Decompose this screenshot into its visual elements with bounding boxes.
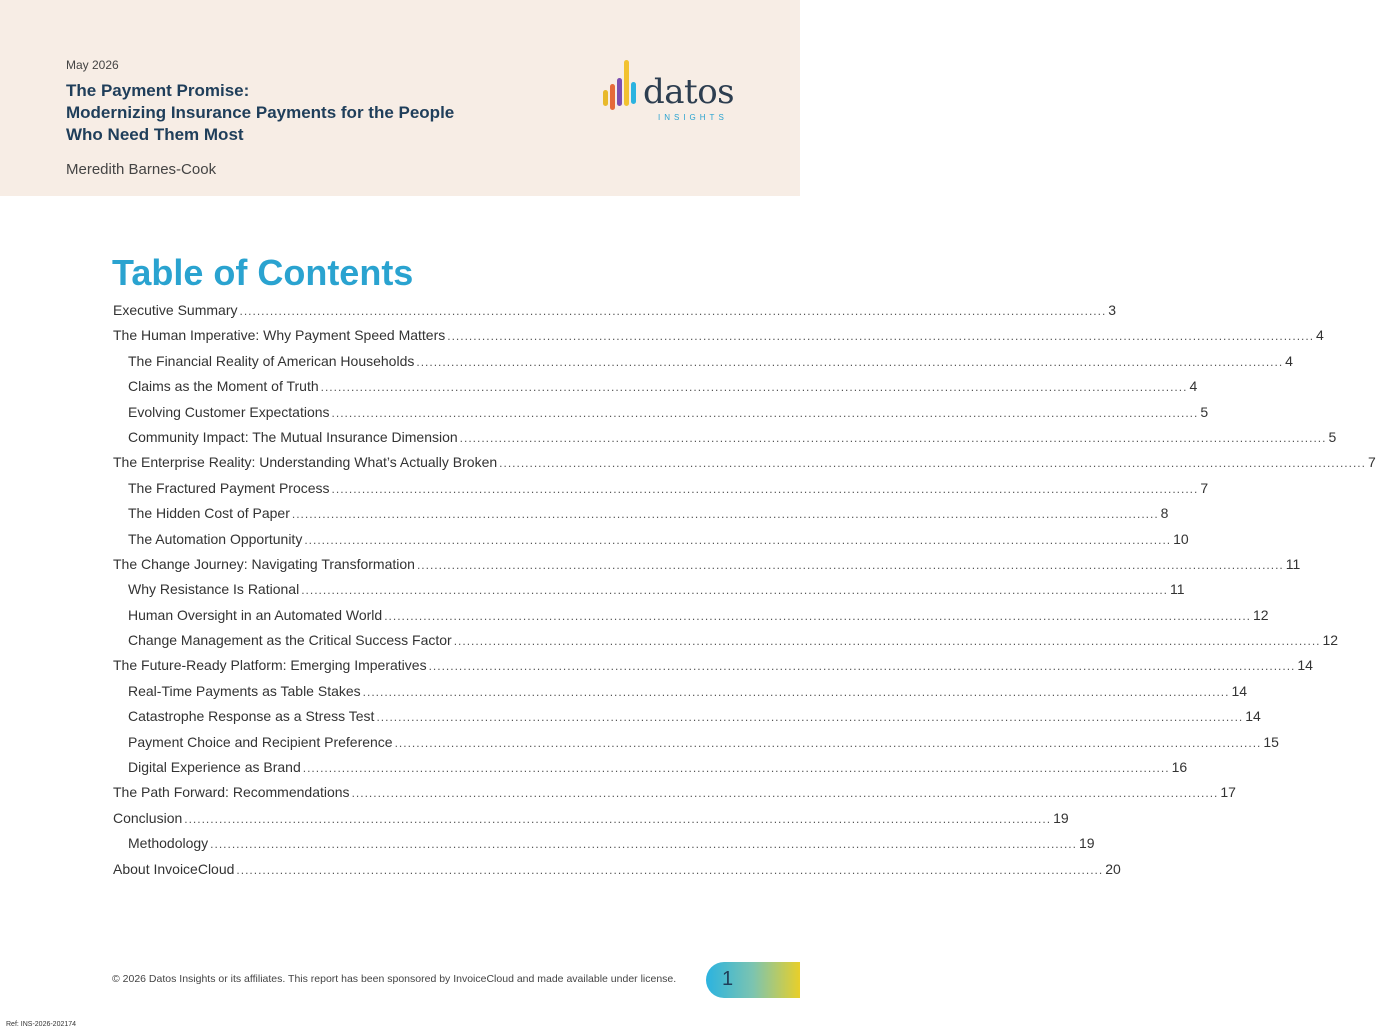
toc-entry[interactable] — [113, 555, 1301, 581]
toc-entry-page: 8 — [1160, 505, 1169, 522]
footer-copyright: © 2026 Datos Insights or its affiliates. This report has been sponsored by InvoiceCloud and made available under license. — [112, 973, 677, 985]
report-title-line: Modernizing Insurance Payments for the People — [66, 103, 455, 122]
toc-entry-page: 16 — [1171, 759, 1188, 776]
toc-list — [113, 302, 1376, 886]
toc-entry-title: Digital Experience as Brand — [128, 759, 301, 776]
toc-entry[interactable] — [113, 809, 1069, 835]
toc-entry-page: 15 — [1263, 733, 1279, 750]
toc-entry[interactable] — [113, 479, 1209, 505]
toc-entry-page: 10 — [1173, 530, 1189, 547]
toc-entry-title: Payment Choice and Recipient Preference — [128, 733, 393, 750]
toc-entry-page: 4 — [1189, 378, 1198, 395]
logo-bars-icon — [600, 58, 640, 118]
toc-entry[interactable] — [113, 454, 1376, 479]
toc-entry-title: The Automation Opportunity — [128, 530, 303, 547]
toc-leader-dots: ........................................................................................................................................................................................................ — [239, 304, 1107, 318]
toc-entry-page: 11 — [1285, 555, 1301, 572]
toc-leader-dots: ........................................................................................................................................................................................................ — [184, 811, 1052, 826]
toc-leader-dots: ........................................................................................................................................................................................................ — [304, 532, 1172, 547]
toc-entry-title: The Fractured Payment Process — [128, 479, 330, 496]
toc-entry[interactable] — [113, 352, 1293, 378]
toc-leader-dots: ........................................................................................................................................................................................................ — [384, 608, 1251, 623]
page-number: 1 — [722, 968, 734, 990]
toc-entry-page: 12 — [1253, 606, 1269, 623]
toc-entry-page: 3 — [1108, 302, 1117, 318]
toc-entry-page: 7 — [1200, 479, 1209, 496]
toc-entry-title: The Financial Reality of American Households — [128, 352, 415, 369]
toc-leader-dots: ........................................................................................................................................................................................................ — [301, 583, 1168, 598]
toc-entry-page: 4 — [1285, 352, 1293, 369]
toc-entry-title: The Future-Ready Platform: Emerging Imperatives — [113, 657, 427, 674]
toc-entry-title: Why Resistance Is Rational — [128, 581, 300, 598]
toc-leader-dots: ........................................................................................................................................................................................................ — [459, 430, 1327, 445]
toc-leader-dots: ........................................................................................................................................................................................................ — [394, 735, 1262, 750]
toc-leader-dots: ........................................................................................................................................................................................................ — [331, 481, 1199, 496]
toc-entry-page: 19 — [1078, 835, 1095, 852]
datos-insights-logo — [600, 58, 760, 128]
toc-entry-title: The Hidden Cost of Paper — [128, 505, 290, 522]
toc-entry-page: 14 — [1231, 682, 1248, 699]
toc-leader-dots: ........................................................................................................................................................................................................ — [416, 354, 1284, 369]
toc-leader-dots: ........................................................................................................................................................................................................ — [302, 761, 1170, 776]
toc-entry-title: The Change Journey: Navigating Transformation — [113, 555, 415, 572]
toc-entry[interactable] — [113, 505, 1169, 530]
toc-entry-title: The Human Imperative: Why Payment Speed Matters — [113, 327, 446, 344]
toc-entry-page: 5 — [1200, 403, 1209, 420]
toc-leader-dots: ........................................................................................................................................................................................................ — [447, 329, 1315, 344]
toc-entry-page: 14 — [1297, 657, 1313, 674]
toc-entry-page: 19 — [1053, 809, 1069, 826]
toc-entry[interactable] — [113, 606, 1269, 632]
toc-leader-dots: ........................................................................................................................................................................................................ — [291, 507, 1159, 522]
toc-entry-title: Evolving Customer Expectations — [128, 403, 330, 420]
toc-entry-title: Claims as the Moment of Truth — [128, 378, 319, 395]
toc-entry-title: The Path Forward: Recommendations — [113, 784, 350, 801]
toc-entry[interactable] — [113, 327, 1324, 352]
report-title-line: Who Need Them Most — [66, 125, 244, 144]
toc-entry-page: 12 — [1322, 632, 1339, 649]
report-title — [66, 80, 506, 146]
toc-entry-page: 5 — [1328, 428, 1337, 445]
toc-entry-page: 4 — [1316, 327, 1324, 344]
toc-entry-title: Executive Summary — [113, 302, 238, 318]
toc-leader-dots: ........................................................................................................................................................................................................ — [210, 837, 1077, 852]
toc-entry[interactable] — [113, 759, 1188, 784]
toc-entry-page: 14 — [1245, 708, 1261, 725]
toc-entry-page: 11 — [1169, 581, 1185, 598]
toc-leader-dots: ........................................................................................................................................................................................................ — [351, 786, 1219, 801]
toc-leader-dots: ........................................................................................................................................................................................................ — [320, 380, 1188, 395]
toc-entry[interactable] — [113, 378, 1198, 403]
report-title-line: The Payment Promise: — [66, 81, 250, 100]
toc-entry[interactable] — [113, 733, 1279, 759]
toc-leader-dots: ........................................................................................................................................................................................................ — [416, 557, 1284, 572]
toc-heading: Table of Contents — [112, 252, 414, 293]
toc-entry-title: Methodology — [128, 835, 209, 852]
toc-entry-title: Change Management as the Critical Success Factor — [128, 632, 452, 649]
toc-entry-title: Conclusion — [113, 809, 183, 826]
toc-leader-dots: ........................................................................................................................................................................................................ — [453, 634, 1321, 649]
logo-wordmark: datos — [643, 72, 735, 112]
toc-entry[interactable] — [113, 835, 1095, 860]
toc-leader-dots: ........................................................................................................................................................................................................ — [428, 659, 1296, 674]
toc-entry-title: Real-Time Payments as Table Stakes — [128, 682, 361, 699]
toc-leader-dots: ........................................................................................................................................................................................................ — [376, 710, 1244, 725]
toc-entry-page: 17 — [1220, 784, 1236, 801]
reference-code: Ref: INS-2026-202174 — [6, 1021, 77, 1028]
report-author: Meredith Barnes-Cook — [66, 161, 217, 178]
toc-entry[interactable] — [113, 657, 1313, 682]
page-number-badge — [706, 962, 800, 998]
toc-entry[interactable] — [113, 530, 1189, 556]
toc-leader-dots: ........................................................................................................................................................................................................ — [331, 405, 1199, 420]
toc-entry[interactable] — [113, 784, 1236, 809]
toc-entry[interactable] — [113, 428, 1337, 454]
toc-entry[interactable] — [113, 403, 1209, 429]
toc-leader-dots: ........................................................................................................................................................................................................ — [362, 684, 1230, 699]
toc-entry-title: Community Impact: The Mutual Insurance Dimension — [128, 428, 458, 445]
logo-subtitle: INSIGHTS — [658, 113, 728, 122]
toc-entry-title: Catastrophe Response as a Stress Test — [128, 708, 375, 725]
toc-entry[interactable] — [113, 860, 1121, 886]
toc-entry-title: Human Oversight in an Automated World — [128, 606, 383, 623]
toc-entry-page: 7 — [1367, 454, 1376, 471]
toc-entry[interactable] — [113, 581, 1185, 606]
toc-leader-dots: ........................................................................................................................................................................................................ — [236, 862, 1104, 877]
toc-entry-page: 20 — [1105, 860, 1121, 877]
toc-leader-dots: ........................................................................................................................................................................................................ — [499, 456, 1366, 471]
toc-entry-title: About InvoiceCloud — [113, 860, 235, 877]
toc-entry[interactable] — [113, 682, 1248, 708]
report-date: May 2026 — [66, 58, 119, 72]
toc-entry[interactable] — [113, 708, 1261, 733]
header-band — [0, 0, 800, 196]
toc-entry-title: The Enterprise Reality: Understanding What’s Actually Broken — [113, 454, 498, 471]
toc-entry[interactable] — [113, 302, 1117, 327]
toc-entry[interactable] — [113, 632, 1339, 657]
